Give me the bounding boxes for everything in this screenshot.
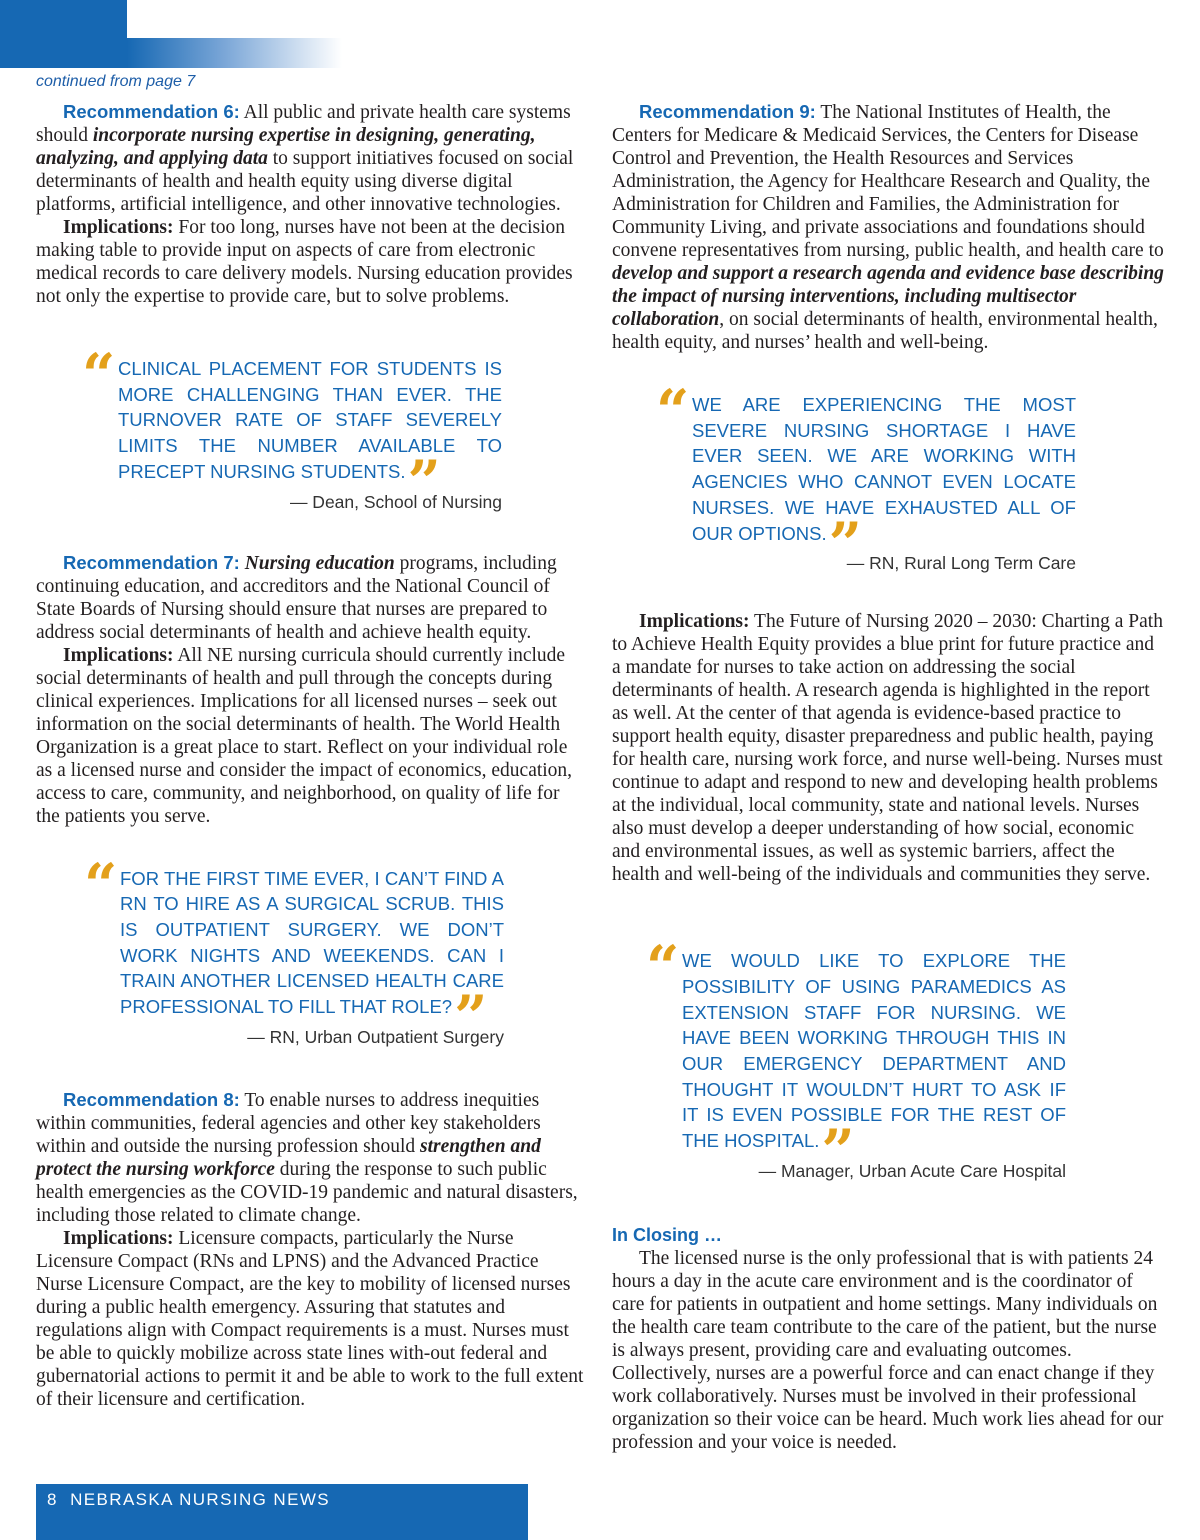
recommendation-8-text-1: To enable nurses to address inequities within communities, federal agencies and other key stakeholders within and outside the nursing profession should (36, 1089, 541, 1157)
recommendation-9 (612, 100, 1164, 354)
publication-name: NEBRASKA NURSING NEWS (70, 1490, 330, 1509)
recommendation-9-text-2: , on social determinants of health, environmental health, health equity, and nurses’ health and well-being. (612, 309, 1158, 353)
implications-6 (36, 216, 584, 308)
recommendation-6-label: Recommendation 6: (63, 101, 240, 122)
recommendation-8 (36, 1088, 584, 1227)
pull-quote-outpatient-text: FOR THE FIRST TIME EVER, I CAN’T FIND A RN TO HIRE AS A SURGICAL SCRUB. THIS IS OUTPATIENT SURGERY. WE DON’T WORK NIGHTS AND WEEKENDS. CAN I TRAIN ANOTHER LICENSED HEALTH CARE PROFESSIONAL TO FILL THAT ROLE?” (120, 867, 504, 1052)
implications-7-text: All NE nursing curricula should currently include social determinants of health and pull through the concepts during clinical experiences. Implications for all licensed nurses – seek out information on the social determinants of health. The World Health Organization is a great place to start. Reflect on your individual role as a licensed nurse and consider the impact of economics, education, access to care, community, and neighborhood, on quality of life for the patients you serve. (36, 644, 573, 827)
recommendation-9-emphasis: develop and support a research agenda and evidence base describing the impact of nursing interventions, including multisector collaboration (612, 263, 1164, 330)
pull-quote-rural-text: WE ARE EXPERIENCING THE MOST SEVERE NURSING SHORTAGE I HAVE EVER SEEN. WE ARE WORKING WITH AGENCIES WHO CANNOT EVEN LOCATE NURSES. WE HAVE EXHAUSTED ALL OF OUR OPTIONS.” (692, 394, 1076, 578)
recommendation-8-label: Recommendation 8: (63, 1088, 240, 1110)
implications-8-text: Licensure compacts, particularly the Nurse Licensure Compact (RNs and LPNS) and the Advanced Practice Nurse Licensure Compact, are the key to mobility of licensed nurses during a public health emergency. Assuring that statutes and regulations align with Compact requirements is a must. Nurses must be able to quickly mobilize across state lines with-out federal and gubernatorial actions to permit it and be able to work to the full extent of their licensure and certification. (36, 1227, 584, 1410)
recommendation-9-text-1: The National Institutes of Health, the Centers for Medicare & Medicaid Services, the Centers for Disease Control and Prevention, the Health Resources and Services Administration, the Agency for Healthcare Research and Quality, the Administration for Children and Families, the Administration for Community Living, and private associations and foundations should convene representatives from nursing, public health, and health care to (612, 102, 1164, 261)
recommendation-6-text-2: to support initiatives focused on social determinants of health and health equity using diverse digital platforms, artificial intelligence, and other innovative technologies. (36, 148, 574, 215)
pull-quote-acute-care (646, 933, 1066, 1186)
recommendation-6-emphasis: incorporate nursing expertise in designing, generating, analyzing, and applying data (36, 125, 536, 169)
header-blue-block (0, 0, 127, 68)
recommendation-7 (36, 551, 584, 644)
closing-text: The licensed nurse is the only professional that is with patients 24 hours a day in the acute care environment and is the coordinator of care for patients in outpatient and home settings. Many individuals on the health care team contribute to the care of the patient, but the nurse is always present, providing care and evaluating outcomes. Collectively, nurses are a powerful force and can enact change if they work collaboratively. Nurses must be involved in their professional organization so their voice can be heard. Much work lies ahead for our profession and your voice is needed. (612, 1247, 1164, 1453)
implications-9-text: The Future of Nursing 2020 – 2030: Charting a Path to Achieve Health Equity provides a blue print for future practice and a mandate for nurses to take action on addressing the social determinants of health. A research agenda is highlighted in the report as well. At the center of that agenda is evidence-based practice to support health equity, disaster preparedness and public health, paying for health care, nursing work force, and nurse well-being. Nurses must continue to adapt and respond to new and developing health problems at the individual, local community, state and national levels. Nurses also must develop a deeper understanding of how social, economic and environmental issues, as well as systemic barriers, affect the health and well-being of the individuals and communities they serve. (612, 611, 1163, 886)
implications-8-label: Implications: (63, 1227, 174, 1249)
open-quote-icon: “ (84, 850, 118, 919)
implications-9-label: Implications: (639, 611, 750, 633)
footer-bar (36, 1484, 528, 1540)
implications-6-text: For too long, nurses have not been at the decision making table to provide input on aspects of care from electronic medical records to care delivery models. Nursing education provides not only the expertise to provide care, but to solve problems. (36, 217, 573, 307)
left-column (36, 100, 584, 1411)
pull-quote-dean-attribution: — Dean, School of Nursing (289, 491, 502, 512)
pull-quote-acute-care-attribution: — Manager, Urban Acute Care Hospital (758, 1160, 1066, 1181)
recommendation-6-text-1: All public and private health care systems should (36, 102, 571, 146)
recommendation-6 (36, 100, 584, 216)
pull-quote-outpatient (84, 850, 504, 1052)
closing-heading: In Closing … (612, 1224, 722, 1245)
recommendation-7-label: Recommendation 7: (63, 551, 240, 573)
implications-6-label: Implications: (63, 217, 174, 238)
recommendation-8-emphasis: strengthen and protect the nursing workforce (36, 1135, 541, 1180)
implications-8 (36, 1227, 584, 1411)
implications-9 (612, 610, 1164, 886)
open-quote-icon: “ (646, 933, 680, 1002)
recommendation-8-text-2: during the response to such public health emergencies as the COVID-19 pandemic and natural disasters, including those related to climate change. (36, 1158, 578, 1226)
continued-from-note: continued from page 7 (36, 73, 196, 90)
footer-label (47, 1490, 330, 1510)
pull-quote-rural-attribution: — RN, Rural Long Term Care (846, 553, 1076, 574)
implications-7 (36, 644, 584, 828)
implications-7-label: Implications: (63, 644, 174, 666)
right-column (612, 100, 1164, 1454)
recommendation-7-text: programs, including continuing education, and accreditors and the National Council of State Boards of Nursing should ensure that nurses are prepared to address social determinants of health and achieve health equity. (36, 552, 557, 643)
recommendation-9-label: Recommendation 9: (639, 101, 816, 122)
pull-quote-dean-text: CLINICAL PLACEMENT FOR STUDENTS IS MORE CHALLENGING THAN EVER. THE TURNOVER RATE OF STAFF SEVERELY LIMITS THE NUMBER AVAILABLE TO PRECEPT NURSING STUDENTS.” (118, 358, 502, 516)
pull-quote-outpatient-attribution: — RN, Urban Outpatient Surgery (247, 1026, 504, 1047)
pull-quote-acute-care-text: WE WOULD LIKE TO EXPLORE THE POSSIBILITY OF USING PARAMEDICS AS EXTENSION STAFF FOR NURSING. WE HAVE BEEN WORKING THROUGH THIS IN OUR EMERGENCY DEPARTMENT AND THOUGHT IT WOULDN’T HURT TO ASK IF IT IS EVEN POSSIBLE FOR THE REST OF THE HOSPITAL.” (682, 950, 1066, 1186)
header-blue-gradient-bar (127, 38, 342, 68)
recommendation-7-emphasis: Nursing education (244, 552, 395, 574)
pull-quote-dean (82, 341, 502, 516)
page-number: 8 (47, 1490, 58, 1509)
open-quote-icon: “ (656, 377, 690, 445)
open-quote-icon: “ (82, 341, 116, 409)
pull-quote-rural (656, 377, 1076, 578)
